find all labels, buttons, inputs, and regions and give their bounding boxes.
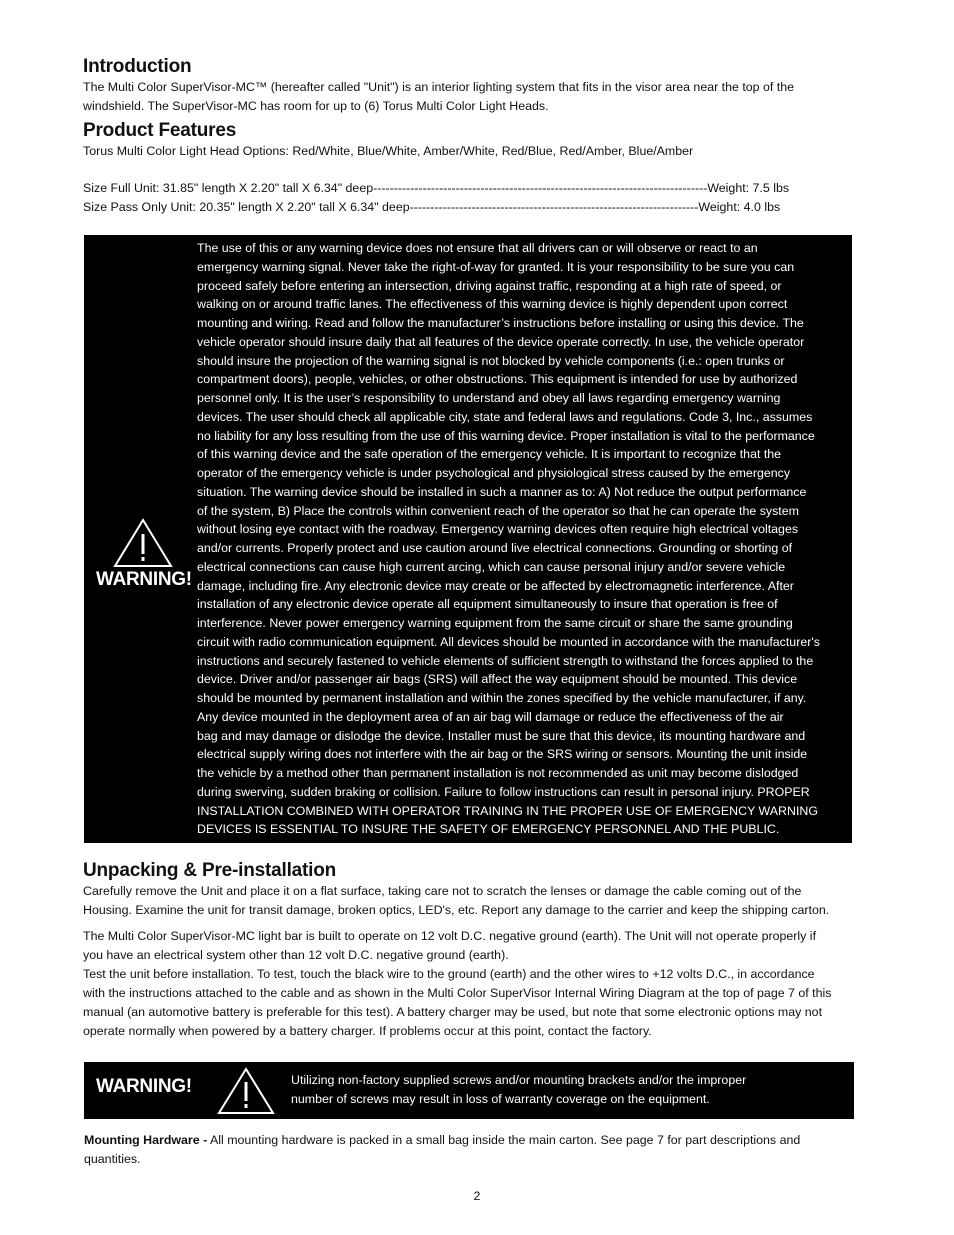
warning-line: walking on or around traffic lanes. The effectiveness of this warning device is highly dependent upon correct [197,297,788,312]
features-sizes [83,179,863,217]
warning-line: compartment doors), people, vehicles, or other obstructions. This equipment is intended for use by authorized [197,372,798,387]
unpacking-line: operate normally when powered by a battery charger. If problems occur at this point, contact the factory. [83,1024,652,1038]
unpacking-line: Housing. Examine the unit for transit damage, broken optics, LED's, etc. Report any damage to the carrier and keep the shipping carton. [83,903,830,917]
unpacking-line: The Multi Color SuperVisor-MC light bar is built to operate on 12 volt D.C. negative ground (earth). The Unit will not operate properly if [83,929,817,943]
warning-line: the vehicle by a method other than permanent installation is not recommended as unit may become dislodged [197,766,799,780]
warning-line: Utilizing non-factory supplied screws and/or mounting brackets and/or the improper [291,1073,747,1087]
mounting-line: quantities. [84,1152,141,1166]
warning-line: and/or currents. Properly protect and use caution around live electrical connections. Grounding or shorting of [197,541,793,555]
intro-heading: Introduction [83,56,192,77]
unpacking-line: manual (an automotive battery is preferable for this test). A battery charger may be used, but note that some electronic options may not [83,1005,823,1019]
warranty-warning-text [291,1071,746,1109]
features-options: Torus Multi Color Light Head Options: Red/White, Blue/White, Amber/White, Red/Blue, Red/Amber, Blue/Amber [83,144,694,158]
warning-line: should be mounted by permanent installation and within the zones specified by the vehicle manufacturer, if any. [197,691,807,705]
warning-line: INSTALLATION COMBINED WITH OPERATOR TRAINING IN THE PROPER USE OF EMERGENCY WARNING [197,803,818,818]
mounting-label: Mounting Hardware - [84,1133,208,1147]
warning-triangle-icon [112,517,174,569]
warning-line: Any device mounted in the deployment area of an air bag will damage or reduce the effectiveness of the air [197,709,784,724]
warning-line: damage, including fire. Any electronic device may create or be affected by electromagnetic interference. After [197,578,794,593]
warning-line: device. Driver and/or passenger air bags (SRS) will affect the way equipment should be mounted. This device [197,672,798,687]
warning-line: installation of any electronic device operate all equipment simultaneously to insure that operation is free of [197,597,778,612]
warning-line: bag and may damage or dislodge the device. Installer must be sure that this device, its mounting hardware and [197,728,806,743]
unpacking-line: you have an electrical system other than 12 volt D.C. negative ground (earth). [83,948,509,962]
warning-line: number of screws may result in loss of warranty coverage on the equipment. [291,1092,710,1106]
warning-line: without losing eye contact with the roadway. Emergency warning devices often require high electrical voltages [197,522,799,537]
unpacking-line: with the instructions attached to the cable and as shown in the Multi Color SuperVisor Internal Wiring Diagram at the top of page 7 of this [83,986,832,1000]
warning-line: devices. The user should check all applicable city, state and federal laws and regulations. Code 3, Inc., assumes [197,409,813,424]
unpacking-line: Carefully remove the Unit and place it on a flat surface, taking care not to scratch the lenses or damage the cable coming out of the [83,884,802,898]
warranty-warning-box [84,1062,854,1119]
warning-line: personnel only. It is the user’s responsibility to understand and obey all laws regarding emergency warning [197,391,781,405]
features-heading: Product Features [83,120,237,141]
warning-label: WARNING! [96,1076,192,1097]
warning-triangle-icon [216,1066,276,1116]
warning-line: operator of the emergency vehicle is under psychological and physiological stress caused by the emergency [197,466,791,480]
mounting-hardware-note [84,1131,844,1169]
intro-line: The Multi Color SuperVisor-MC™ (hereafter called "Unit") is an interior lighting system that fits in the visor area near the top of the [83,80,795,94]
warning-line: electrical supply wiring does not interfere with the air bag or the SRS wiring or sensors. Mounting the unit inside [197,747,808,762]
warning-line: vehicle operator should insure daily that all features of the device operate correctly. In use, the vehicle operator [197,334,805,349]
warning-line: instructions and securely fastened to vehicle elements of sufficient strength to withstand the forces applied to the [197,653,814,668]
warning-line: of this warning device and the safe operation of the emergency vehicle. It is important to recognize that the [197,447,782,462]
unpacking-line: Test the unit before installation. To test, touch the black wire to the ground (earth) and the other wires to +12 volts D.C., in accordance [83,967,815,981]
warning-line: of the system, B) Place the controls within convenient reach of the operator so that he can operate the system [197,503,799,518]
unpacking-heading: Unpacking & Pre-installation [83,860,337,881]
warning-line: DEVICES IS ESSENTIAL TO INSURE THE SAFETY OF EMERGENCY PERSONNEL AND THE PUBLIC. [197,822,780,837]
warning-line: no liability for any loss resulting from the use of this warning device. Proper installation is vital to the performance [197,428,815,443]
warning-line: should insure the projection of the warning signal is not blocked by vehicle components (i.e.: open trunks or [197,353,785,368]
warning-line: situation. The warning device should be installed in such a manner as to: A) Not reduce the output performance [197,484,807,499]
warning-line: proceed safely before entering an intersection, driving against traffic, responding at a high rate of speed, or [197,278,782,293]
safety-warning-box [84,235,852,843]
warning-text [197,239,847,839]
size-line: Size Full Unit: 31.85" length X 2.20" tall X 6.34" deep---------------------------------------------------------------------------------Weight: 7.5 lbs [83,181,790,195]
warning-line: electrical connections can cause high current arcing, which can cause personal injury and/or severe vehicle [197,559,786,574]
size-line: Size Pass Only Unit: 20.35" length X 2.20" tall X 6.34" deep----------------------------------------------------------------------Weight: 4.0 lbs [83,200,781,214]
warning-line: emergency warning signal. Never take the right-of-way for granted. It is your responsibility to be sure you can [197,259,795,274]
mounting-line: All mounting hardware is packed in a small bag inside the main carton. See page 7 for part descriptions and [207,1133,801,1147]
warning-line: during swerving, sudden braking or collision. Failure to follow instructions can result in personal injury. PROPER [197,784,810,799]
warning-line: circuit with radio communication equipment. All devices should be mounted in accordance with the manufacturer's [197,634,820,649]
warning-line: interference. Never power emergency warning equipment from the same circuit or share the same grounding [197,616,793,630]
intro-line: windshield. The SuperVisor-MC has room for up to (6) Torus Multi Color Light Heads. [83,99,549,113]
unpacking-paragraph-2 [83,927,863,1041]
warning-label: WARNING! [96,569,192,590]
page-number: 2 [473,1189,481,1203]
unpacking-paragraph-1 [83,882,863,920]
intro-paragraph [83,78,863,116]
warning-line: The use of this or any warning device does not ensure that all drivers can or will observe or react to an [197,241,758,255]
warning-line: mounting and wiring. Read and follow the manufacturer’s instructions before installing or using this device. The [197,316,804,330]
